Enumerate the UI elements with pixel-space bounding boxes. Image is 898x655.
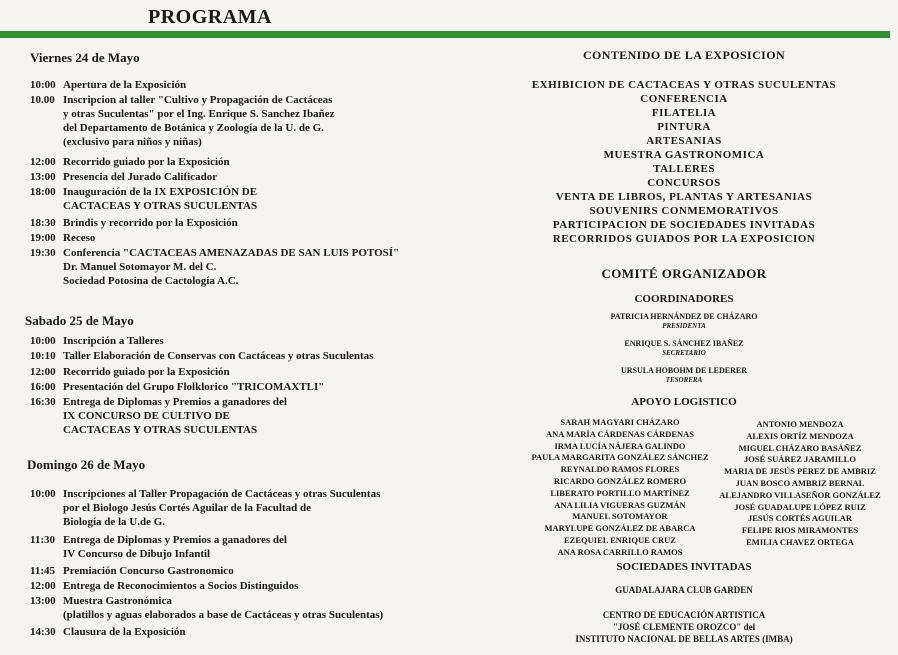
- event-line: IX CONCURSO DE CULTIVO DE: [63, 410, 230, 423]
- event-description: [63, 487, 380, 529]
- apoyo-person: REYNALDO RAMOS FLORES: [560, 464, 680, 475]
- coordinator-name: URSULA HOBOHM DE LEDERER: [620, 366, 748, 375]
- event-time: 19:30: [30, 247, 56, 260]
- event-description: [63, 170, 217, 184]
- event-description: [63, 395, 287, 437]
- institution-line: "JOSÉ CLEMENTE OROZCO" del: [612, 622, 756, 632]
- coordinators-list: [470, 312, 898, 393]
- event-time: 10:00: [30, 79, 56, 91]
- event-time: 19:00: [30, 232, 56, 244]
- apoyo-person: JUAN BOSCO AMBRIZ BERNAL: [735, 477, 865, 488]
- apoyo-person: ANA LILIA VIGUERAS GUZMÁN: [554, 499, 686, 510]
- apoyo-person: MARYLUPE GONZÁLEZ DE ABARCA: [544, 523, 696, 534]
- event-line: Entrega de Diplomas y Premios a ganadores del: [63, 533, 287, 546]
- apoyo-person: MANUEL SOTOMAYOR: [572, 511, 668, 522]
- event-time: 16:00: [30, 380, 56, 393]
- contenido-item: MUESTRA GASTRONOMICA: [603, 149, 765, 161]
- event-line: por el Biologo Jesús Cortés Aguilar de la Facultad de: [63, 502, 312, 514]
- coordinator: [470, 339, 898, 358]
- sociedad-first: GUADALAJARA CLUB GARDEN: [615, 585, 753, 595]
- event-line: Presentación del Grupo Flolklorico "TRICOMAXTLI": [63, 380, 325, 393]
- contenido-item: FILATELIA: [651, 107, 717, 119]
- event-time: 11:30: [30, 533, 56, 546]
- comite-heading: COMITÉ ORGANIZADOR: [601, 266, 767, 281]
- contenido-item: ARTESANIAS: [646, 135, 722, 147]
- event-description: [63, 533, 287, 561]
- apoyo-person: JESÚS CORTÉS AGUILAR: [747, 513, 853, 524]
- event-description: [63, 155, 230, 169]
- event-line: Brindis y recorrido por la Exposición: [63, 216, 238, 229]
- event-description: [63, 78, 186, 92]
- apoyo-person: JOSÉ GUADALUPE LÓPEZ RUIZ: [734, 501, 866, 512]
- coordinator-role: SECRETARIO: [662, 349, 706, 357]
- apoyo-person: PAULA MARGARITA GONZÁLEZ SÁNCHEZ: [531, 452, 709, 463]
- page-title: PROGRAMA: [148, 6, 272, 28]
- apoyo-person: FELIPE RIOS MIRAMONTES: [741, 525, 859, 536]
- event-line: del Departamento de Botánica y Zoología de la U. de G.: [63, 122, 324, 135]
- event-description: [63, 365, 230, 379]
- event-line: Conferencia "CACTACEAS AMENAZADAS DE SAN LUIS POTOSÍ": [63, 247, 400, 260]
- event-description: [63, 216, 238, 230]
- event-line: CACTACEAS Y OTRAS SUCULENTAS: [63, 424, 258, 437]
- event-description: [63, 185, 257, 213]
- contenido-item: PARTICIPACION DE SOCIEDADES INVITADAS: [552, 219, 816, 231]
- contenido-list: [470, 78, 898, 246]
- coordinator-role: TESORERA: [665, 376, 703, 384]
- apoyo-person: ANTONIO MENDOZA: [756, 419, 844, 429]
- contenido-item: EXHIBICION DE CACTACEAS Y OTRAS SUCULENTAS: [531, 79, 837, 91]
- sociedades-heading: SOCIEDADES INVITADAS: [616, 561, 752, 573]
- day-heading: Viernes 24 de Mayo: [30, 50, 140, 65]
- event-line: (exclusivo para niños y niñas): [63, 136, 202, 149]
- event-line: Recorrido guiado por la Exposición: [63, 365, 230, 378]
- event-line: Taller Elaboración de Conservas con Cactáceas y otras Suculentas: [63, 350, 374, 363]
- event-line: Entrega de Diplomas y Premios a ganadores del: [63, 396, 287, 409]
- coordinator: [470, 366, 898, 385]
- event-time: 12:00: [30, 365, 56, 378]
- event-time: 18:00: [30, 186, 56, 199]
- event-line: Inauguración de la IX EXPOSICIÓN DE: [63, 186, 258, 199]
- event-time: 11:45: [30, 564, 56, 577]
- apoyo-person: MIGUEL CHÁZARO BASÁÑEZ: [738, 442, 862, 453]
- day-heading: Domingo 26 de Mayo: [27, 457, 146, 472]
- apoyo-heading: APOYO LOGISTICO: [631, 396, 737, 408]
- event-description: [63, 625, 186, 639]
- institution-line: CENTRO DE EDUCACIÓN ARTISTICA: [602, 610, 766, 620]
- event-time: 18:30: [30, 216, 56, 229]
- apoyo-person: RICARDO GONZÁLEZ ROMERO: [553, 475, 687, 486]
- apoyo-left-list: [500, 417, 740, 559]
- event-time: 13:00: [30, 595, 56, 608]
- day-heading: Sabado 25 de Mayo: [25, 313, 134, 328]
- event-line: Biología de la U.de G.: [63, 516, 166, 528]
- event-line: Presencia del Jurado Calificador: [63, 170, 218, 183]
- event-time: 16:30: [30, 396, 56, 409]
- coordinator-name: ENRIQUE S. SÁNCHEZ IBAÑEZ: [624, 339, 744, 348]
- coordinator-name: PATRICIA HERNÁNDEZ DE CHÁZARO: [610, 312, 758, 321]
- apoyo-person: ANA MARÍA CÁRDENAS CÁRDENAS: [545, 428, 695, 439]
- contenido-item: VENTA DE LIBROS, PLANTAS Y ARTESANIAS: [555, 191, 813, 203]
- event-line: Recorrido guiado por la Exposición: [63, 155, 230, 168]
- event-line: Clausura de la Exposición: [63, 625, 186, 638]
- contenido-item: RECORRIDOS GUIADOS POR LA EXPOSICION: [552, 233, 816, 245]
- info-column: [470, 0, 898, 655]
- apoyo-person: EZEQUIEL ENRIQUE CRUZ: [564, 534, 676, 545]
- event-line: IV Concurso de Dibujo Infantil: [63, 547, 211, 560]
- event-line: Inscripcion al taller "Cultivo y Propagación de Cactáceas: [63, 94, 333, 107]
- contenido-item: TALLERES: [653, 163, 715, 175]
- event-line: Inscripción a Talleres: [63, 335, 164, 347]
- event-line: Premiación Concurso Gastronomico: [63, 564, 234, 577]
- event-line: Dr. Manuel Sotomayor M. del C.: [63, 261, 217, 274]
- event-time: 12:00: [30, 579, 56, 592]
- event-line: Muestra Gastronómica: [63, 595, 172, 608]
- event-description: [63, 334, 164, 348]
- event-description: [63, 380, 324, 394]
- event-description: [63, 246, 399, 288]
- apoyo-person: ALEXIS ORTÍZ MENDOZA: [746, 430, 854, 441]
- event-line: Sociedad Potosina de Cactología A.C.: [63, 275, 239, 288]
- event-line: (platillos y aguas elaborados a base de Cactáceas y otras Suculentas): [63, 609, 384, 622]
- contenido-item: CONCURSOS: [647, 177, 721, 189]
- event-time: 10.00: [30, 94, 55, 107]
- event-time: 13:00: [30, 170, 56, 183]
- event-line: Apertura de la Exposición: [63, 79, 187, 91]
- event-time: 14:30: [30, 625, 56, 638]
- contenido-item: SOUVENIRS CONMEMORATIVOS: [589, 205, 779, 217]
- institution-line: INSTITUTO NACIONAL DE BELLAS ARTES (IMBA): [575, 634, 793, 644]
- apoyo-person: EMILIA CHAVEZ ORTEGA: [746, 536, 854, 547]
- apoyo-person: IRMA LUCÍA NÁJERA GALINDO: [554, 440, 686, 451]
- coordinator: [470, 312, 898, 331]
- event-time: 12:00: [30, 155, 56, 168]
- apoyo-person: MARIA DE JESÚS PEREZ DE AMBRIZ: [724, 466, 876, 477]
- event-line: Entrega de Reconocimientos a Socios Distinguidos: [63, 579, 299, 592]
- apoyo-person: ANA ROSA CARRILLO RAMOS: [557, 546, 683, 557]
- event-time: 10:00: [30, 335, 56, 347]
- coordinadores-heading: COORDINADORES: [634, 293, 734, 305]
- event-description: [63, 349, 373, 363]
- event-time: 10:00: [30, 488, 56, 500]
- contenido-heading: CONTENIDO DE LA EXPOSICION: [582, 48, 786, 62]
- event-description: [63, 594, 383, 622]
- event-description: [63, 93, 334, 149]
- event-line: Inscripciones al Taller Propagación de Cactáceas y otras Suculentas: [63, 488, 381, 500]
- apoyo-right-list: [715, 419, 885, 549]
- event-description: [63, 579, 298, 593]
- event-time: 10:10: [30, 350, 56, 363]
- sociedad-institution: [470, 609, 898, 645]
- event-description: [63, 231, 95, 245]
- event-line: y otras Suculentas" por el Ing. Enrique S. Sanchez Ibañez: [63, 108, 335, 121]
- apoyo-person: ALEJANDRO VILLASEÑOR GONZÁLEZ: [719, 489, 881, 500]
- apoyo-person: LIBERATO PORTILLO MARTÍNEZ: [550, 487, 690, 498]
- event-description: [63, 564, 234, 578]
- contenido-item: CONFERENCIA: [640, 93, 728, 105]
- contenido-item: PINTURA: [657, 121, 711, 133]
- event-line: Receso: [63, 232, 96, 244]
- apoyo-person: SARAH MAGYARI CHÁZARO: [560, 417, 680, 427]
- apoyo-person: JOSÉ SUÁREZ JARAMILLO: [744, 454, 856, 465]
- event-line: CACTACEAS Y OTRAS SUCULENTAS: [63, 200, 258, 213]
- coordinator-role: PRESIDENTA: [662, 322, 706, 330]
